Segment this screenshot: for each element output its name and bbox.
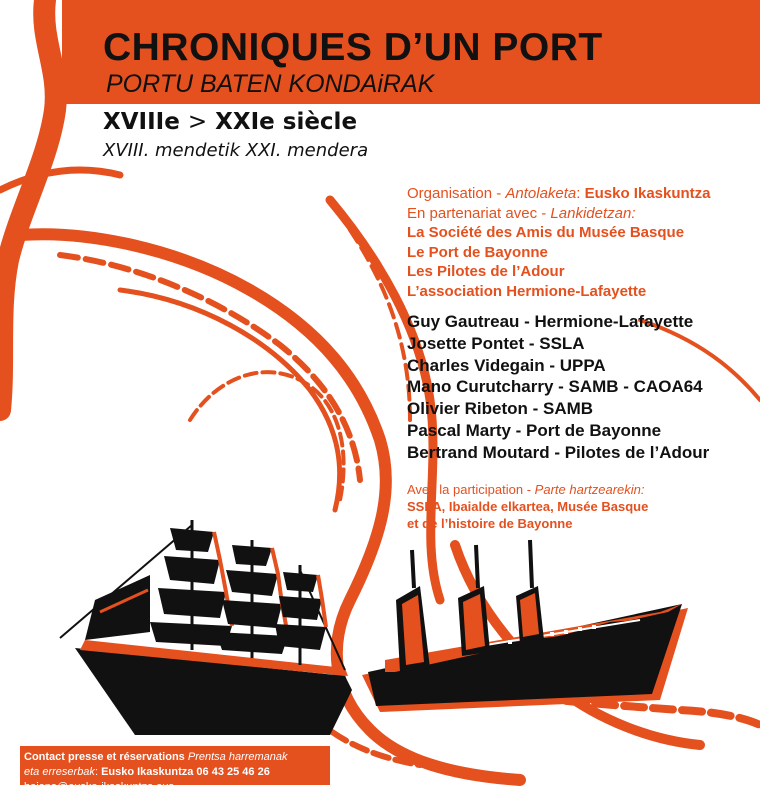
organisation-name: Eusko Ikaskuntza xyxy=(584,185,711,202)
partner-item: La Société des Amis du Musée Basque xyxy=(407,224,685,242)
partner-item: Les Pilotes de l’Adour xyxy=(407,263,565,281)
page-subtitle-basque: PORTU BATEN KONDAiRAK xyxy=(106,70,435,98)
participation-partners-cont: et de l’histoire de Bayonne xyxy=(407,516,573,531)
participation-partners: SSLA, Ibaialde elkartea, Musée Basque xyxy=(407,499,649,514)
organisation-line xyxy=(407,184,747,204)
speaker-item: Charles Videgain - UPPA xyxy=(407,355,606,375)
speaker-item: Guy Gautreau - Hermione-Lafayette xyxy=(407,312,694,331)
partner-label: En partenariat avec - xyxy=(407,204,551,222)
contact-email[interactable]: baiona@eusko-ikaskuntza.eus xyxy=(24,781,174,793)
partner-line xyxy=(407,204,747,224)
sailing-ship-illustration xyxy=(60,520,352,735)
speaker-item: Pascal Marty - Port de Bayonne xyxy=(407,420,662,440)
participation-block xyxy=(407,481,747,532)
contact-phone: Eusko Ikaskuntza 06 43 25 46 26 xyxy=(101,766,270,778)
contact-label-basque: Prentsa harremanak xyxy=(187,751,288,763)
partner-item: L’association Hermione-Lafayette xyxy=(407,282,647,300)
partner-item: Le Port de Bayonne xyxy=(407,243,548,261)
partner-label-basque: Lankidetzan: xyxy=(550,204,636,222)
contact-label-basque-2: eta erreserbak xyxy=(24,766,95,778)
participation-label-basque: Parte hartzearekin: xyxy=(534,482,645,497)
participation-label: Avec la participation - xyxy=(407,482,535,497)
century-from: XVIIIe xyxy=(103,109,180,135)
organisation-block xyxy=(407,184,747,302)
organisation-label: Organisation - xyxy=(407,185,506,202)
participation-line xyxy=(407,481,747,498)
speaker-item: Josette Pontet - SSLA xyxy=(407,333,585,353)
contact-box xyxy=(20,746,330,793)
contact-line-2 xyxy=(24,765,330,780)
speaker-item: Olivier Ribeton - SAMB xyxy=(407,399,594,419)
organisation-colon: : xyxy=(576,185,585,202)
contact-label: Contact presse et réservations xyxy=(24,751,188,763)
century-to: XXIe siècle xyxy=(215,109,358,135)
contact-colon: : xyxy=(94,766,102,778)
contact-line-1 xyxy=(24,750,330,765)
speaker-item: Bertrand Moutard - Pilotes de l’Adour xyxy=(407,442,710,462)
century-range xyxy=(103,108,357,136)
organisation-label-basque: Antolaketa xyxy=(505,185,577,202)
page-title: CHRONIQUES D’UN PORT xyxy=(103,26,603,69)
speaker-item: Mano Curutcharry - SAMB - CAOA64 xyxy=(407,377,703,397)
century-range-basque: XVIII. mendetik XXI. mendera xyxy=(103,140,369,161)
steamship-illustration xyxy=(362,540,688,712)
century-separator: > xyxy=(187,109,208,135)
speakers-list xyxy=(407,311,752,464)
